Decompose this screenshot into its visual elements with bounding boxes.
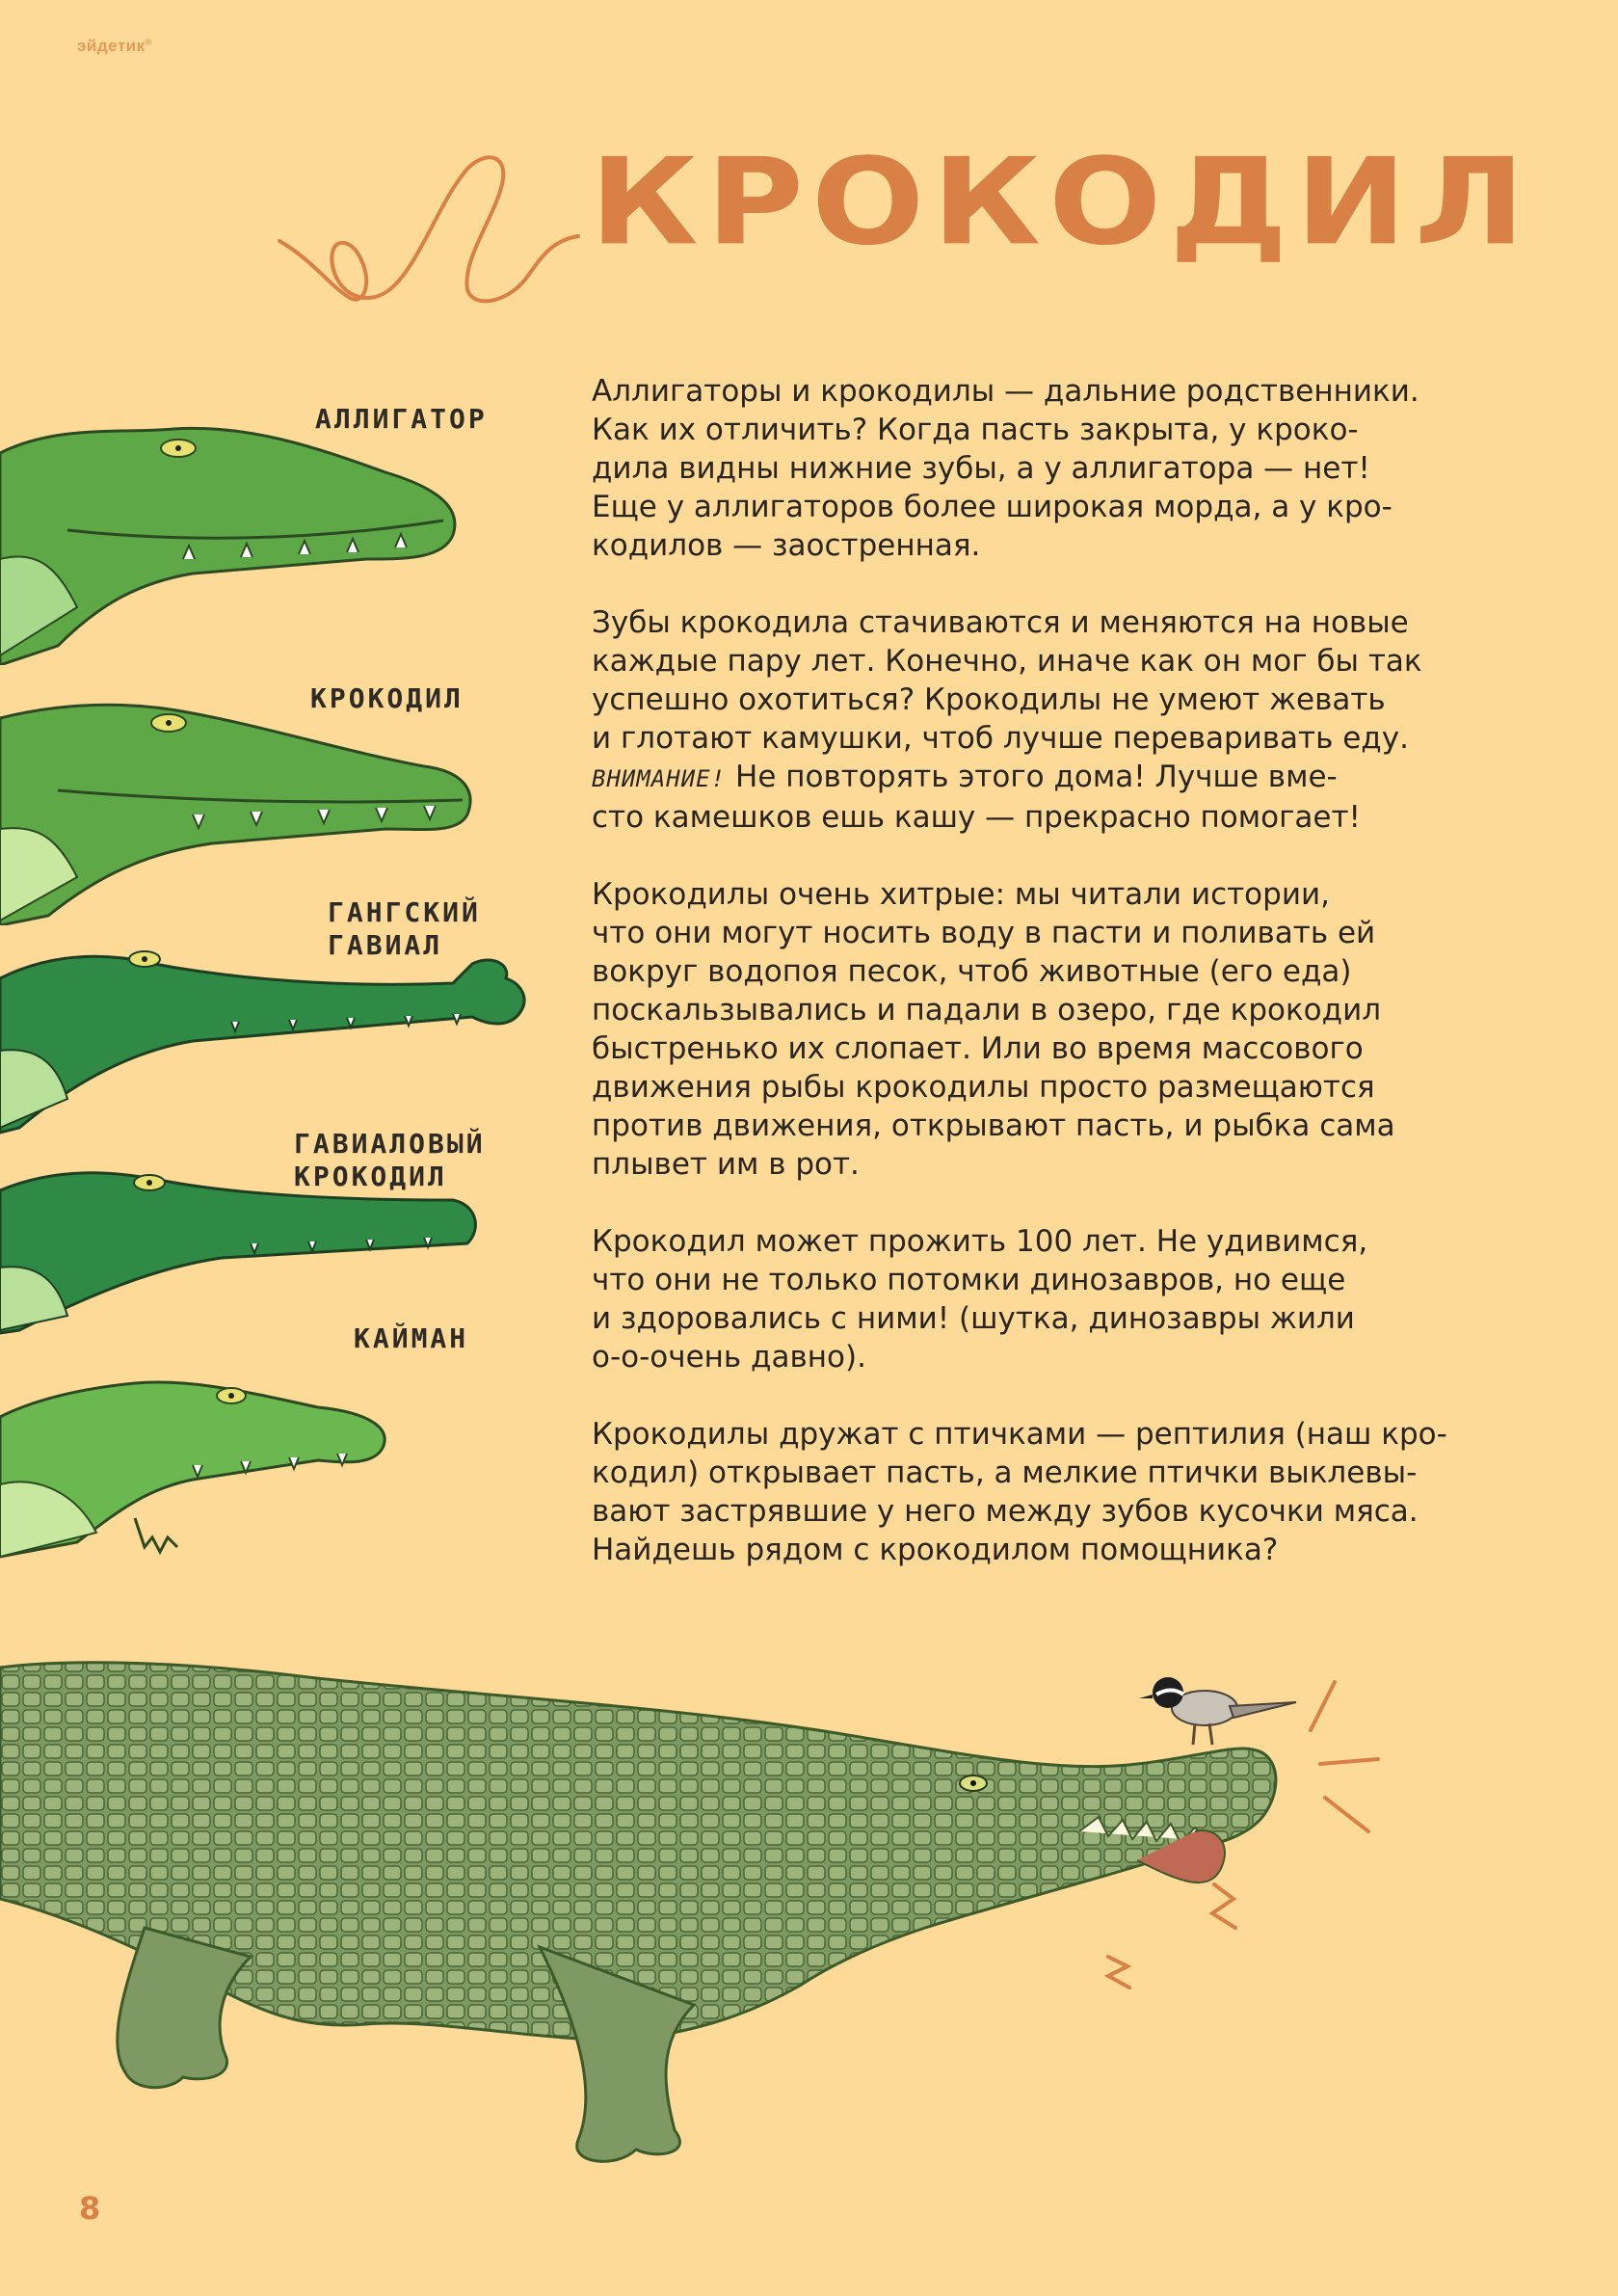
label-alligator: АЛЛИГАТОР (315, 403, 488, 435)
gharial-illustration (0, 935, 540, 1137)
paragraph-4: Крокодил может прожить 100 лет. Не удивимся, что они не только потомки динозавров, но еще и здоровались с ними! (шутка, динозавры жили о-о-очень давно). (592, 1224, 1368, 1375)
article-body (592, 372, 1459, 1608)
paragraph-2 (592, 603, 1459, 837)
label-false-gharial: ГАВИАЛОВЫЙ КРОКОДИЛ (294, 1128, 486, 1192)
title-swirl-decoration (275, 145, 583, 318)
label-caiman: КАЙМАН (354, 1322, 469, 1354)
paragraph-3: Крокодилы очень хитрые: мы читали истории, что они могут носить воду в пасти и поливать ей вокруг водопоя песок, чтоб животные (его еда) поскальзывались и падали в озеро, где крокодил быстренько их слопает. Или во время массового движения рыбы крокодилы просто размещаются против движения, открывают пасть, и рыбка сама плывет им в рот. (592, 877, 1395, 1182)
paragraph-2-main: Зубы крокодила стачиваются и меняются на новые каждые пару лет. Конечно, иначе как он мог бы так успешно охотиться? Крокодилы не умеют жевать и глотают камушки, чтоб лучше переваривать еду. (592, 605, 1422, 756)
warning-label: ВНИМАНИЕ! (592, 765, 727, 792)
false-gharial-illustration (0, 1161, 482, 1335)
brand-name: эйдетик (77, 37, 146, 55)
alligator-illustration (0, 414, 463, 665)
label-gharial: ГАНГСКИЙ ГАВИАЛ (328, 896, 481, 961)
paragraph-2-rest: Не повторять этого дома! Лучше вме- сто камешков ешь кашу — прекрасно помогает! (592, 760, 1361, 835)
caiman-illustration (0, 1349, 405, 1571)
crocodile-illustration (0, 694, 482, 925)
page-number: 8 (79, 2190, 101, 2227)
paragraph-1: Аллигаторы и крокодилы — дальние родственники. Как их отличить? Когда пасть закрыта, у кроко- дила видны нижние зубы, а у аллигатора — нет! Еще у аллигаторов более широкая морда, а у кро- кодилов — заостренная. (592, 374, 1419, 563)
page-title: КРОКОДИЛ (590, 132, 1533, 273)
label-crocodile: КРОКОДИЛ (310, 682, 464, 714)
brand-logo (77, 37, 152, 56)
paragraph-5: Крокодилы дружат с птичками — рептилия (наш кро- кодил) открывает пасть, а мелкие птички выклевы- вают застрявшие у него между зубов кусочки мяса. Найдешь рядом с крокодилом помощника? (592, 1417, 1447, 1567)
plover-bird (1139, 1677, 1296, 1745)
registered-mark: ® (145, 37, 152, 47)
large-crocodile-illustration (0, 1639, 1618, 2178)
